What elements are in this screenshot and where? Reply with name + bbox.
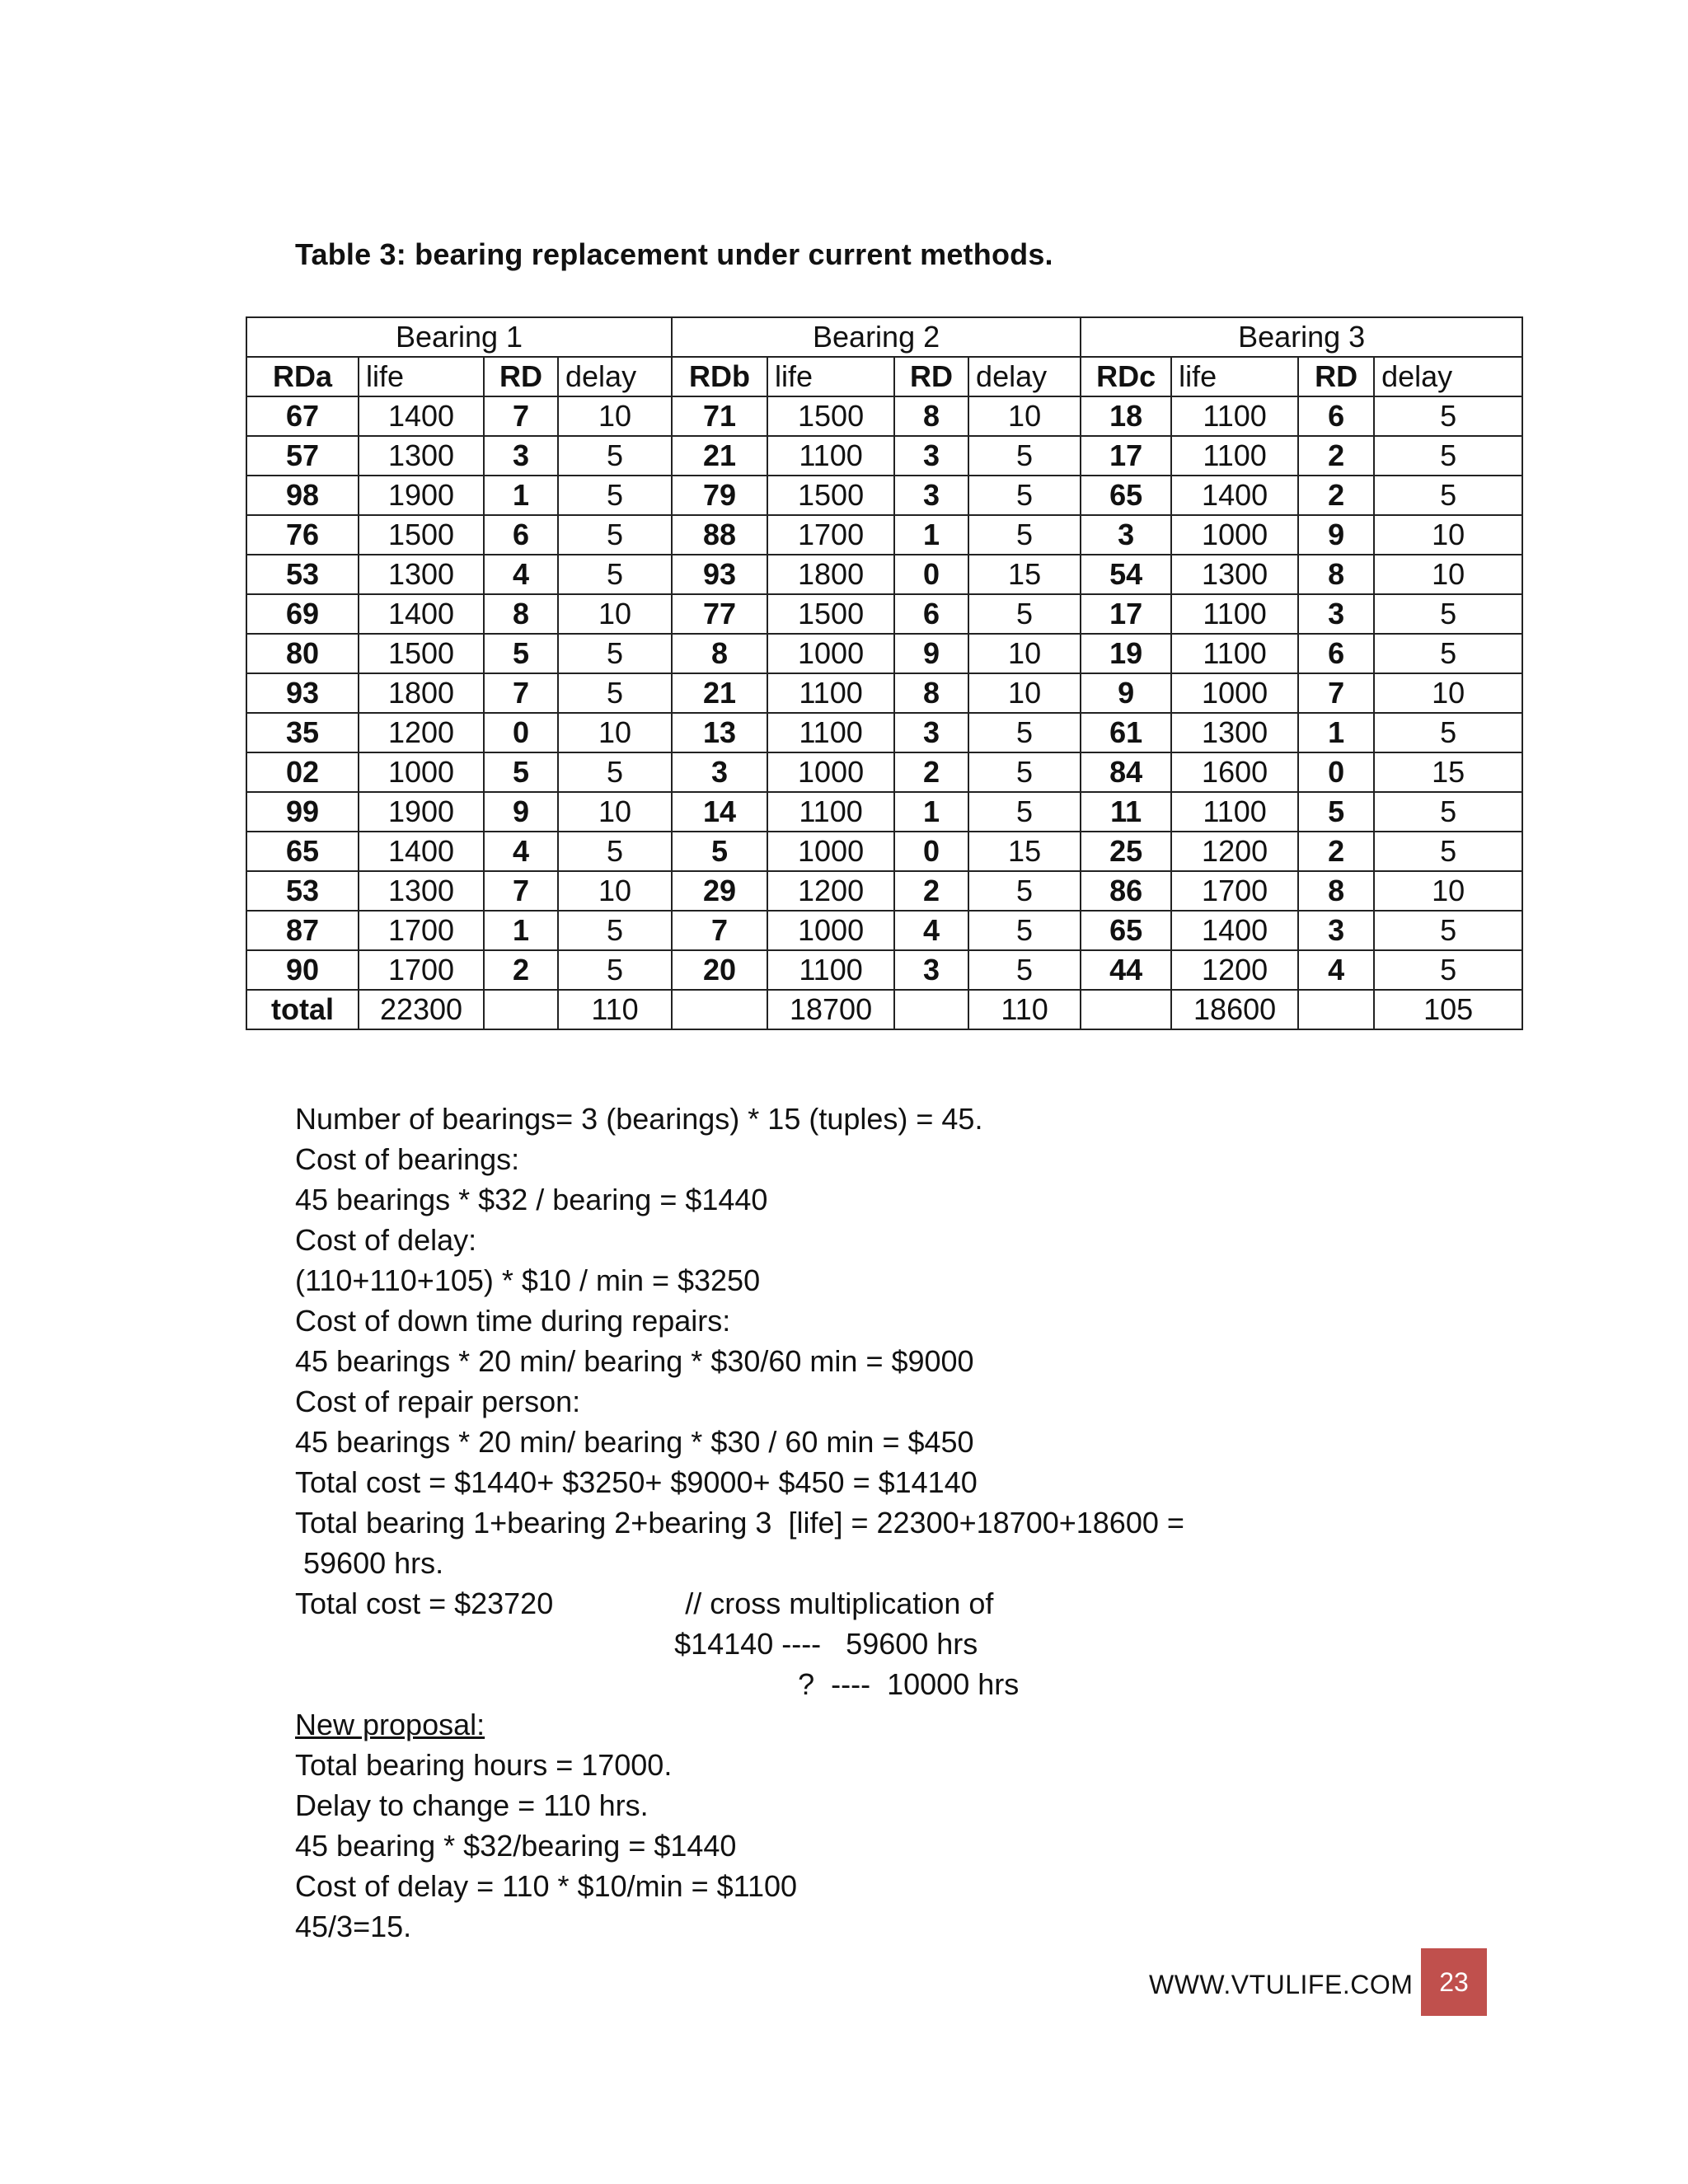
table-cell: 0	[894, 832, 968, 871]
table-cell: 5	[968, 713, 1081, 752]
table-cell: 1000	[767, 752, 894, 792]
table-cell: 1300	[359, 555, 484, 594]
table-cell: 02	[246, 752, 359, 792]
calculation-line: ? ---- 10000 hrs	[295, 1667, 1020, 1701]
table-cell: 5	[484, 752, 558, 792]
table-cell: 5	[558, 555, 672, 594]
table-cell: 5	[558, 950, 672, 990]
table-row	[246, 950, 1522, 990]
table-total-row	[246, 990, 1522, 1029]
calculation-line: Cost of down time during repairs:	[295, 1304, 731, 1338]
table-cell: 1200	[1171, 950, 1298, 990]
column-header-row	[246, 357, 1522, 396]
table-cell: 0	[894, 555, 968, 594]
column-header-rd: RD	[894, 357, 968, 396]
table-cell: 1800	[359, 673, 484, 713]
table-cell: 10	[558, 792, 672, 832]
table-cell: 1500	[767, 476, 894, 515]
table-cell: 0	[1298, 752, 1374, 792]
group-header-bearing-1: Bearing 1	[246, 317, 672, 357]
total-cell	[1298, 990, 1374, 1029]
column-header-delay: delay	[558, 357, 672, 396]
table-cell: 1000	[1171, 515, 1298, 555]
table-cell: 3	[894, 950, 968, 990]
calculation-line: Total cost = $1440+ $3250+ $9000+ $450 = $14140	[295, 1465, 978, 1499]
table-cell: 3	[1081, 515, 1171, 555]
table-cell: 3	[894, 476, 968, 515]
table-cell: 4	[1298, 950, 1374, 990]
table-cell: 1400	[359, 832, 484, 871]
table-cell: 18	[1081, 396, 1171, 436]
table-cell: 10	[1374, 515, 1522, 555]
total-cell: 22300	[359, 990, 484, 1029]
table-cell: 10	[968, 634, 1081, 673]
table-cell: 29	[672, 871, 767, 911]
table-cell: 5	[968, 476, 1081, 515]
total-cell: 18600	[1171, 990, 1298, 1029]
table-cell: 5	[968, 515, 1081, 555]
table-cell: 10	[558, 594, 672, 634]
table-cell: 2	[1298, 832, 1374, 871]
table-row	[246, 871, 1522, 911]
calculation-line: Number of bearings= 3 (bearings) * 15 (tuples) = 45.	[295, 1102, 983, 1136]
table-cell: 10	[558, 396, 672, 436]
table-cell: 3	[894, 436, 968, 476]
total-cell	[672, 990, 767, 1029]
table-cell: 6	[894, 594, 968, 634]
table-cell: 1100	[1171, 792, 1298, 832]
table-cell: 15	[968, 832, 1081, 871]
table-cell: 7	[484, 871, 558, 911]
calculation-line: 59600 hrs.	[295, 1546, 444, 1580]
table-cell: 25	[1081, 832, 1171, 871]
table-cell: 5	[558, 634, 672, 673]
table-cell: 99	[246, 792, 359, 832]
table-cell: 8	[1298, 871, 1374, 911]
table-cell: 4	[484, 832, 558, 871]
table-cell: 1	[894, 515, 968, 555]
table-cell: 1100	[1171, 396, 1298, 436]
table-cell: 5	[968, 594, 1081, 634]
calculation-line: Total cost = $23720 // cross multiplication of	[295, 1586, 994, 1620]
table-cell: 1700	[1171, 871, 1298, 911]
table-cell: 5	[968, 792, 1081, 832]
table-cell: 77	[672, 594, 767, 634]
table-cell: 1100	[767, 436, 894, 476]
table-cell: 65	[1081, 476, 1171, 515]
table-cell: 5	[558, 832, 672, 871]
table-cell: 98	[246, 476, 359, 515]
calculation-block	[295, 1099, 1184, 1947]
total-label: total	[246, 990, 359, 1029]
table-cell: 86	[1081, 871, 1171, 911]
table-cell: 3	[1298, 594, 1374, 634]
column-header-rd: RD	[1298, 357, 1374, 396]
table-cell: 2	[894, 871, 968, 911]
table-cell: 5	[558, 515, 672, 555]
table-cell: 1000	[1171, 673, 1298, 713]
table-cell: 1000	[767, 832, 894, 871]
table-row	[246, 555, 1522, 594]
table-cell: 53	[246, 555, 359, 594]
table-cell: 5	[1374, 396, 1522, 436]
table-cell: 4	[894, 911, 968, 950]
table-cell: 1100	[767, 713, 894, 752]
table-cell: 8	[894, 673, 968, 713]
table-cell: 4	[484, 555, 558, 594]
table-cell: 10	[1374, 871, 1522, 911]
table-cell: 19	[1081, 634, 1171, 673]
table-cell: 1600	[1171, 752, 1298, 792]
table-cell: 1900	[359, 476, 484, 515]
column-header-rd: RD	[484, 357, 558, 396]
table-cell: 35	[246, 713, 359, 752]
table-cell: 1100	[767, 792, 894, 832]
column-header-life: life	[359, 357, 484, 396]
table-cell: 90	[246, 950, 359, 990]
table-title: Table 3: bearing replacement under current methods.	[295, 237, 1053, 271]
table-cell: 1100	[767, 673, 894, 713]
table-cell: 21	[672, 673, 767, 713]
total-cell: 110	[968, 990, 1081, 1029]
table-row	[246, 634, 1522, 673]
table-cell: 3	[672, 752, 767, 792]
table-row	[246, 911, 1522, 950]
table-cell: 2	[1298, 476, 1374, 515]
table-cell: 1000	[767, 634, 894, 673]
table-cell: 0	[484, 713, 558, 752]
table-cell: 8	[894, 396, 968, 436]
table-cell: 5	[1374, 713, 1522, 752]
total-cell	[1081, 990, 1171, 1029]
column-header-delay: delay	[1374, 357, 1522, 396]
table-cell: 17	[1081, 594, 1171, 634]
table-cell: 5	[558, 436, 672, 476]
table-cell: 5	[558, 476, 672, 515]
table-row	[246, 713, 1522, 752]
table-cell: 44	[1081, 950, 1171, 990]
table-cell: 54	[1081, 555, 1171, 594]
table-cell: 8	[1298, 555, 1374, 594]
table-cell: 5	[968, 871, 1081, 911]
table-cell: 5	[558, 752, 672, 792]
table-cell: 6	[1298, 634, 1374, 673]
column-header-rda: RDa	[246, 357, 359, 396]
calculation-line: Total bearing 1+bearing 2+bearing 3 [life] = 22300+18700+18600 =	[295, 1506, 1184, 1540]
proposal-line: Cost of delay = 110 * $10/min = $1100	[295, 1869, 798, 1903]
table-cell: 9	[1081, 673, 1171, 713]
table-cell: 53	[246, 871, 359, 911]
total-cell: 105	[1374, 990, 1522, 1029]
table-cell: 1700	[767, 515, 894, 555]
table-cell: 2	[484, 950, 558, 990]
table-cell: 2	[1298, 436, 1374, 476]
table-cell: 11	[1081, 792, 1171, 832]
table-cell: 13	[672, 713, 767, 752]
table-cell: 5	[968, 436, 1081, 476]
calculation-line: Cost of delay:	[295, 1223, 477, 1257]
table-cell: 10	[968, 396, 1081, 436]
table-cell: 1	[484, 476, 558, 515]
table-cell: 88	[672, 515, 767, 555]
table-cell: 76	[246, 515, 359, 555]
table-cell: 1300	[1171, 555, 1298, 594]
table-cell: 79	[672, 476, 767, 515]
table-cell: 87	[246, 911, 359, 950]
calculation-line: $14140 ---- 59600 hrs	[295, 1627, 978, 1661]
column-header-life: life	[767, 357, 894, 396]
table-cell: 5	[1374, 436, 1522, 476]
table-cell: 5	[1374, 911, 1522, 950]
proposal-line: Delay to change = 110 hrs.	[295, 1788, 649, 1822]
table-cell: 1000	[767, 911, 894, 950]
table-cell: 67	[246, 396, 359, 436]
table-cell: 69	[246, 594, 359, 634]
table-cell: 3	[894, 713, 968, 752]
table-cell: 61	[1081, 713, 1171, 752]
table-cell: 10	[968, 673, 1081, 713]
table-cell: 65	[246, 832, 359, 871]
column-header-delay: delay	[968, 357, 1081, 396]
page-number-badge: 23	[1421, 1948, 1487, 2016]
table-cell: 1100	[1171, 436, 1298, 476]
table-row	[246, 832, 1522, 871]
table-cell: 5	[1298, 792, 1374, 832]
footer-site: WWW.VTULIFE.COM	[1149, 1970, 1414, 1999]
calculation-line: Cost of bearings:	[295, 1142, 520, 1176]
table-cell: 10	[1374, 673, 1522, 713]
table-cell: 5	[968, 911, 1081, 950]
table-cell: 1500	[767, 396, 894, 436]
table-cell: 57	[246, 436, 359, 476]
proposal-line: 45/3=15.	[295, 1910, 412, 1943]
table-row	[246, 792, 1522, 832]
table-cell: 6	[1298, 396, 1374, 436]
table-cell: 1100	[767, 950, 894, 990]
table-cell: 7	[672, 911, 767, 950]
total-cell: 110	[558, 990, 672, 1029]
table-cell: 65	[1081, 911, 1171, 950]
table-cell: 20	[672, 950, 767, 990]
table-cell: 1400	[1171, 911, 1298, 950]
table-cell: 5	[558, 911, 672, 950]
group-header-bearing-3: Bearing 3	[1081, 317, 1522, 357]
calculation-line: 45 bearings * $32 / bearing = $1440	[295, 1183, 768, 1216]
table-cell: 15	[1374, 752, 1522, 792]
table-cell: 1	[894, 792, 968, 832]
table-cell: 5	[968, 752, 1081, 792]
total-cell: 18700	[767, 990, 894, 1029]
table-cell: 2	[894, 752, 968, 792]
table-cell: 5	[968, 950, 1081, 990]
table-row	[246, 436, 1522, 476]
table-cell: 10	[558, 713, 672, 752]
table-cell: 1	[484, 911, 558, 950]
table-cell: 1300	[359, 436, 484, 476]
table-cell: 5	[1374, 594, 1522, 634]
table-cell: 1400	[1171, 476, 1298, 515]
table-cell: 1400	[359, 594, 484, 634]
table-cell: 5	[1374, 950, 1522, 990]
table-cell: 5	[672, 832, 767, 871]
table-cell: 1000	[359, 752, 484, 792]
group-header-row	[246, 317, 1522, 357]
table-cell: 7	[484, 673, 558, 713]
table-cell: 3	[484, 436, 558, 476]
calculation-line: 45 bearings * 20 min/ bearing * $30 / 60 min = $450	[295, 1425, 974, 1459]
proposal-heading: New proposal:	[295, 1708, 485, 1741]
table-cell: 5	[1374, 792, 1522, 832]
table-row	[246, 396, 1522, 436]
table-row	[246, 476, 1522, 515]
table-cell: 7	[484, 396, 558, 436]
table-cell: 1500	[767, 594, 894, 634]
calculation-line: 45 bearings * 20 min/ bearing * $30/60 min = $9000	[295, 1344, 974, 1378]
table-cell: 1	[1298, 713, 1374, 752]
table-cell: 9	[894, 634, 968, 673]
table-cell: 21	[672, 436, 767, 476]
proposal-line: Total bearing hours = 17000.	[295, 1748, 673, 1782]
table-cell: 9	[1298, 515, 1374, 555]
table-row	[246, 673, 1522, 713]
table-cell: 80	[246, 634, 359, 673]
table-cell: 1200	[767, 871, 894, 911]
table-cell: 1200	[1171, 832, 1298, 871]
table-cell: 1200	[359, 713, 484, 752]
table-cell: 1300	[1171, 713, 1298, 752]
table-cell: 1400	[359, 396, 484, 436]
proposal-heading-line	[295, 1704, 1184, 1745]
table-cell: 1500	[359, 634, 484, 673]
table-cell: 7	[1298, 673, 1374, 713]
table-cell: 1800	[767, 555, 894, 594]
table-cell: 8	[484, 594, 558, 634]
table-cell: 93	[672, 555, 767, 594]
table-cell: 8	[672, 634, 767, 673]
group-header-bearing-2: Bearing 2	[672, 317, 1081, 357]
table-cell: 1500	[359, 515, 484, 555]
table-cell: 9	[484, 792, 558, 832]
table-cell: 71	[672, 396, 767, 436]
table-cell: 5	[1374, 832, 1522, 871]
table-cell: 5	[484, 634, 558, 673]
calculation-line: Cost of repair person:	[295, 1385, 581, 1418]
table-cell: 5	[1374, 476, 1522, 515]
table-row	[246, 752, 1522, 792]
table-cell: 93	[246, 673, 359, 713]
table-cell: 1700	[359, 950, 484, 990]
table-row	[246, 594, 1522, 634]
calculation-line: (110+110+105) * $10 / min = $3250	[295, 1263, 761, 1297]
table-cell: 1300	[359, 871, 484, 911]
total-cell	[484, 990, 558, 1029]
table-cell: 10	[1374, 555, 1522, 594]
total-cell	[894, 990, 968, 1029]
table-cell: 84	[1081, 752, 1171, 792]
table-cell: 1100	[1171, 634, 1298, 673]
column-header-life: life	[1171, 357, 1298, 396]
table-cell: 5	[1374, 634, 1522, 673]
table-row	[246, 515, 1522, 555]
table-cell: 10	[558, 871, 672, 911]
table-cell: 3	[1298, 911, 1374, 950]
table-cell: 14	[672, 792, 767, 832]
column-header-rdb: RDb	[672, 357, 767, 396]
proposal-line: 45 bearing * $32/bearing = $1440	[295, 1829, 737, 1863]
table-cell: 1700	[359, 911, 484, 950]
table-cell: 5	[558, 673, 672, 713]
table-cell: 1100	[1171, 594, 1298, 634]
table-cell: 1900	[359, 792, 484, 832]
table-cell: 6	[484, 515, 558, 555]
table-cell: 17	[1081, 436, 1171, 476]
table-cell: 15	[968, 555, 1081, 594]
bearing-table	[246, 316, 1523, 1030]
column-header-rdc: RDc	[1081, 357, 1171, 396]
